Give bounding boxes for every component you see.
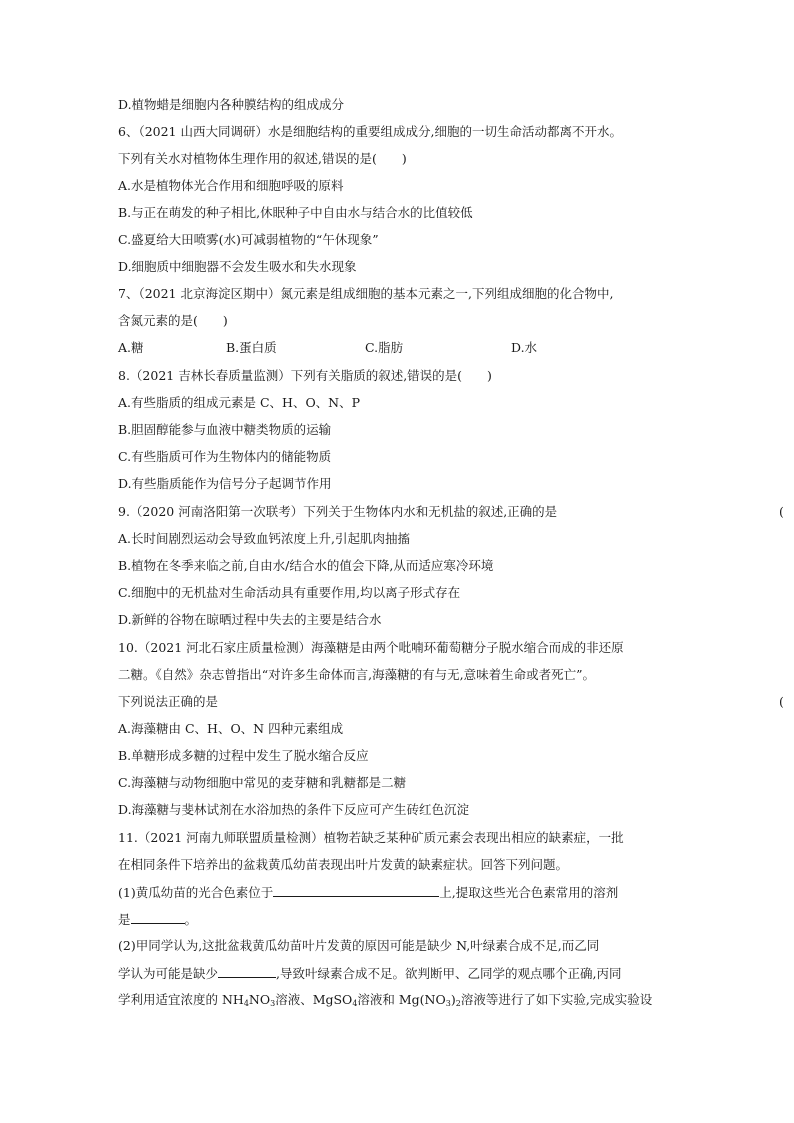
q9-option-b: B.植物在冬季来临之前,自由水/结合水的值会下降,从而适应寒冷环境 [118,558,494,573]
q6-option-a: A.水是植物体光合作用和细胞呼吸的原料 [118,178,344,193]
q6-stem-line1: 6、（2021 山西大同调研）水是细胞结构的重要组成成分,细胞的一切生命活动都离不开水。 [118,124,622,139]
q11-part1-blank2[interactable] [131,911,185,924]
q11-part2-text-d3: 溶液、MgSO [275,992,353,1007]
q11-part2-text-d6: 溶液等进行了如下实验,完成实验设 [460,992,653,1007]
q10-option-d: D.海藻糖与斐林试剂在水浴加热的条件下反应可产生砖红色沉淀 [118,802,470,817]
q9-answer-paren: ( [779,504,784,519]
q10-option-b: B.单糖形成多糖的过程中发生了脱水缩合反应 [118,748,369,763]
q8-option-a: A.有些脂质的组成元素是 C、H、O、N、P [118,395,361,410]
q11-part2-text-c: ,导致叶绿素合成不足。欲判断甲、乙同学的观点哪个正确,丙同 [276,966,622,981]
q7-stem-line1: 7、（2021 北京海淀区期中）氮元素是组成细胞的基本元素之一,下列组成细胞的化合物中, [118,286,614,301]
q10-stem-line3: 下列说法正确的是 [118,694,219,709]
q11-stem-line2: 在相同条件下培养出的盆栽黄瓜幼苗表现出叶片发黄的缺素症状。回答下列问题。 [118,857,569,872]
q10-answer-paren: ( [779,694,784,709]
q11-part1-blank1[interactable] [273,884,439,897]
q10-stem-line2: 二糖。《自然》杂志曾指出“对许多生命体而言,海藻糖的有与无,意味着生命或者死亡”。 [118,667,595,682]
q11-part2-text-b: 学认为可能是缺少 [118,966,219,981]
q11-part2-text-d4: 溶液和 Mg(NO [357,992,446,1007]
q11-part2-line2 [118,965,621,982]
q8-stem: 8.（2021 吉林长春质量监测）下列有关脂质的叙述,错误的是( ) [118,368,492,383]
q7-option-b: B.蛋白质 [226,340,277,355]
q7-option-c: C.脂肪 [365,340,404,355]
q11-part2-line1: (2)甲同学认为,这批盆栽黄瓜幼苗叶片发黄的原因可能是缺少 N,叶绿素合成不足,而乙同 [118,938,600,953]
q11-part1-line2 [118,911,197,928]
q11-part1-text-c: 是 [118,912,131,927]
q6-option-c: C.盛夏给大田喷雾(水)可减弱植物的“午休现象” [118,232,379,247]
q11-stem-line1: 11.（2021 河南九师联盟质量检测）植物若缺乏某种矿质元素会表现出相应的缺素症，一批 [118,830,624,845]
q11-part1-text-a: (1)黄瓜幼苗的光合色素位于 [118,885,274,900]
q11-part1-text-d: 。 [184,912,198,927]
q11-part2-text-d1: 学利用适宜浓度的 NH [118,992,244,1007]
q11-part1-text-b: 上,提取这些光合色素常用的溶剂 [439,885,619,900]
q6-stem-line2: 下列有关水对植物体生理作用的叙述,错误的是( ) [118,151,407,166]
q10-option-c: C.海藻糖与动物细胞中常见的麦芽糖和乳糖都是二糖 [118,775,407,790]
q8-option-c: C.有些脂质可作为生物体内的储能物质 [118,449,332,464]
q5-option-d: D.植物蜡是细胞内各种膜结构的组成成分 [118,97,345,112]
q11-subscript-5: 2 [455,999,461,1008]
q11-part2-blank[interactable] [218,965,276,978]
q9-option-d: D.新鲜的谷物在晾晒过程中失去的主要是结合水 [118,612,382,627]
q11-subscript-2: 3 [270,999,276,1008]
q7-option-a: A.糖 [118,340,144,355]
q7-stem-line2: 含氮元素的是( ) [118,313,228,328]
q8-option-d: D.有些脂质能作为信号分子起调节作用 [118,476,332,491]
q9-stem: 9.（2020 河南洛阳第一次联考）下列关于生物体内水和无机盐的叙述,正确的是 [118,504,558,519]
q11-part2-line3 [118,992,652,1008]
q11-subscript-1: 4 [243,999,249,1008]
q11-subscript-3: 4 [352,999,358,1008]
q11-subscript-4: 3 [445,999,451,1008]
q10-stem-line1: 10.（2021 河北石家庄质量检测）海藻糖是由两个吡喃环葡萄糖分子脱水缩合而成的非还原 [118,640,624,655]
q7-option-d: D.水 [511,340,538,355]
q8-option-b: B.胆固醇能参与血液中糖类物质的运输 [118,422,332,437]
q10-option-a: A.海藻糖由 C、H、O、N 四种元素组成 [118,721,344,736]
q9-option-c: C.细胞中的无机盐对生命活动具有重要作用,均以离子形式存在 [118,585,461,600]
q6-option-b: B.与正在萌发的种子相比,休眠种子中自由水与结合水的比值较低 [118,205,473,220]
q11-part1-line1 [118,884,618,901]
q9-option-a: A.长时间剧烈运动会导致血钙浓度上升,引起肌肉抽搐 [118,531,410,546]
q6-option-d: D.细胞质中细胞器不会发生吸水和失水现象 [118,259,357,274]
q11-part2-text-d2: NO [248,992,271,1007]
q11-part2-text-d5: ) [450,992,456,1007]
